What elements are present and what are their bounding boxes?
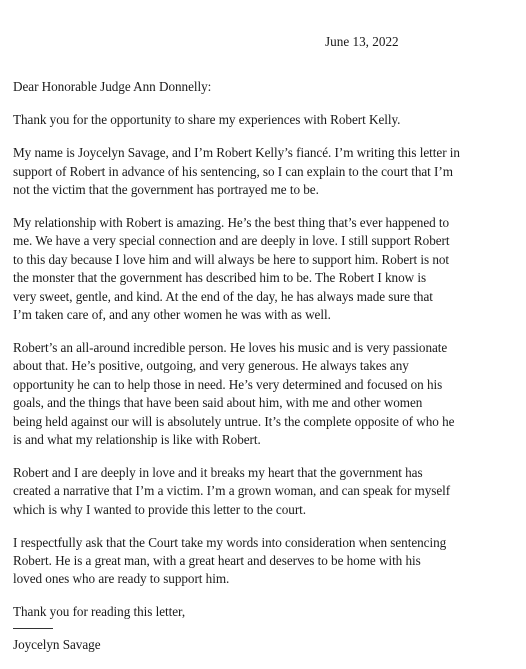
paragraph-line: I respectfully ask that the Court take my words into consideration when sentencing (13, 534, 447, 550)
paragraph-line: loved ones who are ready to support him. (13, 571, 230, 587)
paragraph-line: about that. He’s positive, outgoing, and very generous. He always takes any (13, 358, 409, 374)
paragraph-line: Robert and I are deeply in love and it breaks my heart that the government has (13, 464, 423, 480)
paragraph-2 (13, 144, 521, 199)
paragraph-line: created a narrative that I’m a victim. I’m a grown woman, and can speak for myself (13, 483, 451, 499)
paragraph-line: Robert’s an all-around incredible person. He loves his music and is very passionate (13, 339, 448, 355)
paragraph-3 (13, 214, 521, 324)
paragraph-6 (13, 534, 521, 589)
paragraph-line: being held against our will is absolutely untrue. It’s the complete opposite of who he (13, 413, 455, 429)
paragraph-1 (13, 111, 521, 129)
paragraph-line: very sweet, gentle, and kind. At the end of the day, he has always made sure that (13, 288, 433, 304)
paragraph-4 (13, 339, 521, 449)
paragraph-line: to this day because I love him and will always be here to support him. Robert is not (13, 251, 450, 267)
paragraph-line: is and what my relationship is like with Robert. (13, 432, 261, 447)
paragraph-line: I’m taken care of, and any other women he was with as well. (13, 307, 331, 323)
salutation-line: Dear Honorable Judge Ann Donnelly: (13, 79, 212, 94)
salutation (13, 78, 521, 96)
signature-name: Joycelyn Savage (13, 637, 101, 653)
letter-date: June 13, 2022 (325, 34, 399, 49)
paragraph-line: My relationship with Robert is amazing. He’s the best thing that’s ever happened to (13, 215, 450, 231)
paragraph-5 (13, 464, 521, 519)
paragraph-line: not the victim that the government has portrayed me to be. (13, 182, 319, 198)
paragraph-line: which is why I wanted to provide this letter to the court. (13, 501, 307, 517)
paragraph-line: opportunity he can to help those in need. He’s very determined and focused on his (13, 376, 443, 392)
paragraph-line: the monster that the government has described him to be. The Robert I know is (13, 270, 427, 286)
closing (13, 603, 521, 621)
paragraph-line: My name is Joycelyn Savage, and I’m Robert Kelly’s fiancé. I’m writing this letter in (13, 145, 460, 161)
paragraph-line: Thank you for the opportunity to share my experiences with Robert Kelly. (13, 112, 401, 128)
paragraph-line: Robert. He is a great man, with a great heart and deserves to be home with his (13, 553, 421, 569)
signature (13, 636, 521, 654)
closing-line: Thank you for reading this letter, (13, 604, 186, 620)
paragraph-line: support of Robert in advance of his sentencing, so I can explain to the court that I’m (13, 163, 453, 179)
paragraph-line: goals, and the things that have been said about him, with me and other women (13, 395, 423, 411)
letter-body (13, 78, 521, 669)
footer-rule (13, 628, 53, 629)
paragraph-line: me. We have a very special connection and are deeply in love. I still support Robert (13, 233, 450, 249)
